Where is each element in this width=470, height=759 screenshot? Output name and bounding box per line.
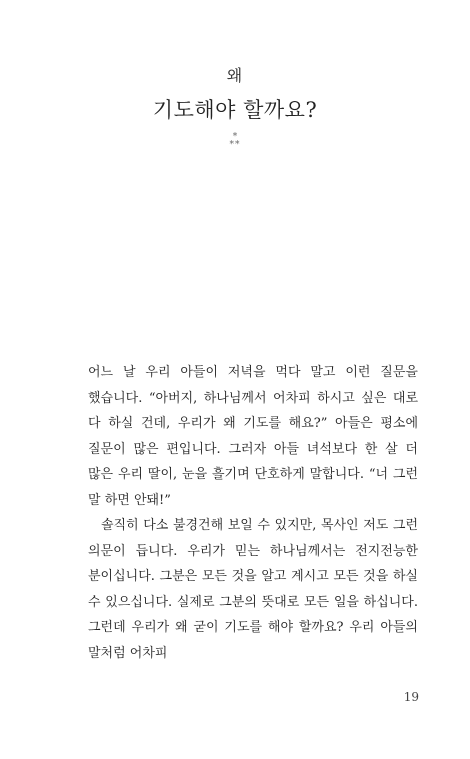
chapter-heading bbox=[0, 66, 470, 149]
paragraph: 어느 날 우리 아들이 저녁을 먹다 말고 이런 질문을 했습니다. “아버지, 하나님께서 어차피 하시고 싶은 대로 다 하실 건데, 우리가 왜 기도를 해요?” 아들은 평소에 질문이 많은 편입니다. 그러자 아들 녀석보다 한 살 더 많은 우리 딸이, 눈을 흘기며 단호하게 말합니다. “너 그런 말 하면 안돼!” bbox=[88, 365, 418, 508]
ornament-bottom: ** bbox=[229, 140, 241, 150]
chapter-title: 기도해야 할까요? bbox=[152, 98, 318, 122]
ornament-top: * bbox=[232, 132, 238, 142]
page-number: 19 bbox=[403, 690, 419, 704]
body-text bbox=[88, 360, 418, 666]
asterism-ornament bbox=[0, 133, 470, 149]
paragraph: 솔직히 다소 불경건해 보일 수 있지만, 목사인 저도 그런 의문이 듭니다. 우리가 믿는 하나님께서는 전지전능한 분이십니다. 그분은 모든 것을 알고 계시고 모든 것을 하실 수 있으십니다. 실제로 그분의 뜻대로 모든 일을 하십니다. 그런데 우리가 왜 굳이 기도를 해야 할까요? 우리 아들의 말처럼 어차피 bbox=[88, 518, 418, 661]
chapter-label: 왜 bbox=[226, 66, 244, 85]
